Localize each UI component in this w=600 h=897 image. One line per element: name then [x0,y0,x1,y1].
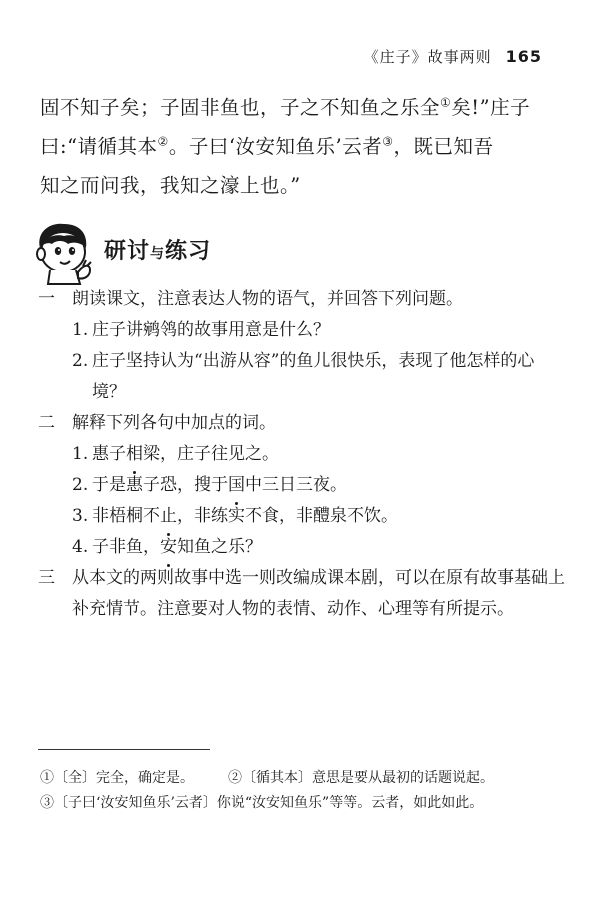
emphasized-word: 止 [160,501,177,532]
text-span: 。子曰‘汝安知鱼乐’云者 [168,135,383,158]
exercise-list [38,284,568,625]
sub-text [92,501,568,532]
title-part: 练习 [165,239,212,264]
footnote-line [40,766,568,791]
text-span: 矣!”庄子 [451,96,531,119]
page-number: 165 [505,47,542,66]
sub-text [92,439,568,470]
text-span: 惠子 [92,444,126,464]
sub-question [72,532,568,563]
text-span: 固不知子矣；子固非鱼也，子之不知鱼之乐全 [40,96,441,119]
exercise-item [38,284,568,315]
exercise-item [38,563,568,625]
sub-number: 4. [72,537,89,557]
exercise-text: 从本文的两则故事中选一则改编成课本剧，可以在原有故事基础上补充情节。注意要对人物的表情、动作、心理等有所提示。 [72,568,565,619]
footnote-ref: ② [157,134,169,149]
sub-number: 2. [72,475,89,495]
emphasized-word: 国 [228,470,245,501]
footnote: ①〔全〕完全，确定是。 [40,770,194,786]
sub-text [92,470,568,501]
sub-number: 2. [72,351,89,371]
footnotes [40,766,568,816]
main-text [40,88,568,205]
title-part: 研讨 [104,239,151,264]
exercise-text: 解释下列各句中加点的词。 [72,413,276,433]
text-span: 于是惠子恐，搜于 [92,475,228,495]
sub-question [72,315,568,346]
running-header [364,46,542,67]
text-span: ，非练实不食，非醴泉不饮。 [177,506,398,526]
boy-thinking-icon [28,218,98,286]
sub-text: 庄子坚持认为“出游从容”的鱼儿很快乐，表现了他怎样的心境？ [92,351,535,402]
section-title [104,234,211,265]
chapter-title: 《庄子》故事两则 [363,48,492,66]
emphasized-word: 相 [126,439,143,470]
text-span: 知鱼之乐？ [177,537,262,557]
footnote: ②〔循其本〕意思是要从最初的话题说起。 [228,770,494,786]
section-heading [28,218,328,288]
text-line: 知之而问我，我知之濠上也。” [40,174,301,197]
footnote-divider [38,749,210,750]
exercise-number: 三 [38,568,55,588]
footnote: ③〔子曰‘汝安知鱼乐’云者〕你说“汝安知鱼乐”等等。云者，如此如此。 [40,795,484,811]
footnote-ref: ① [440,95,452,110]
exercise-item [38,408,568,439]
text-span: ，既已知吾 [393,135,494,158]
text-span: 曰:“请循其本 [40,135,158,158]
sub-text: 庄子讲鹓鸰的故事用意是什么？ [92,320,330,340]
sub-number: 1. [72,320,89,340]
title-part: 与 [150,246,166,262]
sub-text [92,532,568,563]
sub-question [72,346,568,408]
exercise-number: 一 [38,289,55,309]
text-span: 梁，庄子往见之。 [143,444,279,464]
footnote-ref: ③ [382,134,394,149]
text-span: 非梧桐不 [92,506,160,526]
exercise-text: 朗读课文，注意表达人物的语气，并回答下列问题。 [72,289,463,309]
text-span: 中三日三夜。 [245,475,347,495]
text-span: 子非鱼， [92,537,160,557]
sub-number: 1. [72,444,89,464]
sub-number: 3. [72,506,89,526]
emphasized-word: 安 [160,532,177,563]
sub-question [72,439,568,470]
sub-question [72,470,568,501]
sub-question [72,501,568,532]
text-line [40,127,568,166]
exercise-number: 二 [38,413,55,433]
text-line [40,88,568,127]
